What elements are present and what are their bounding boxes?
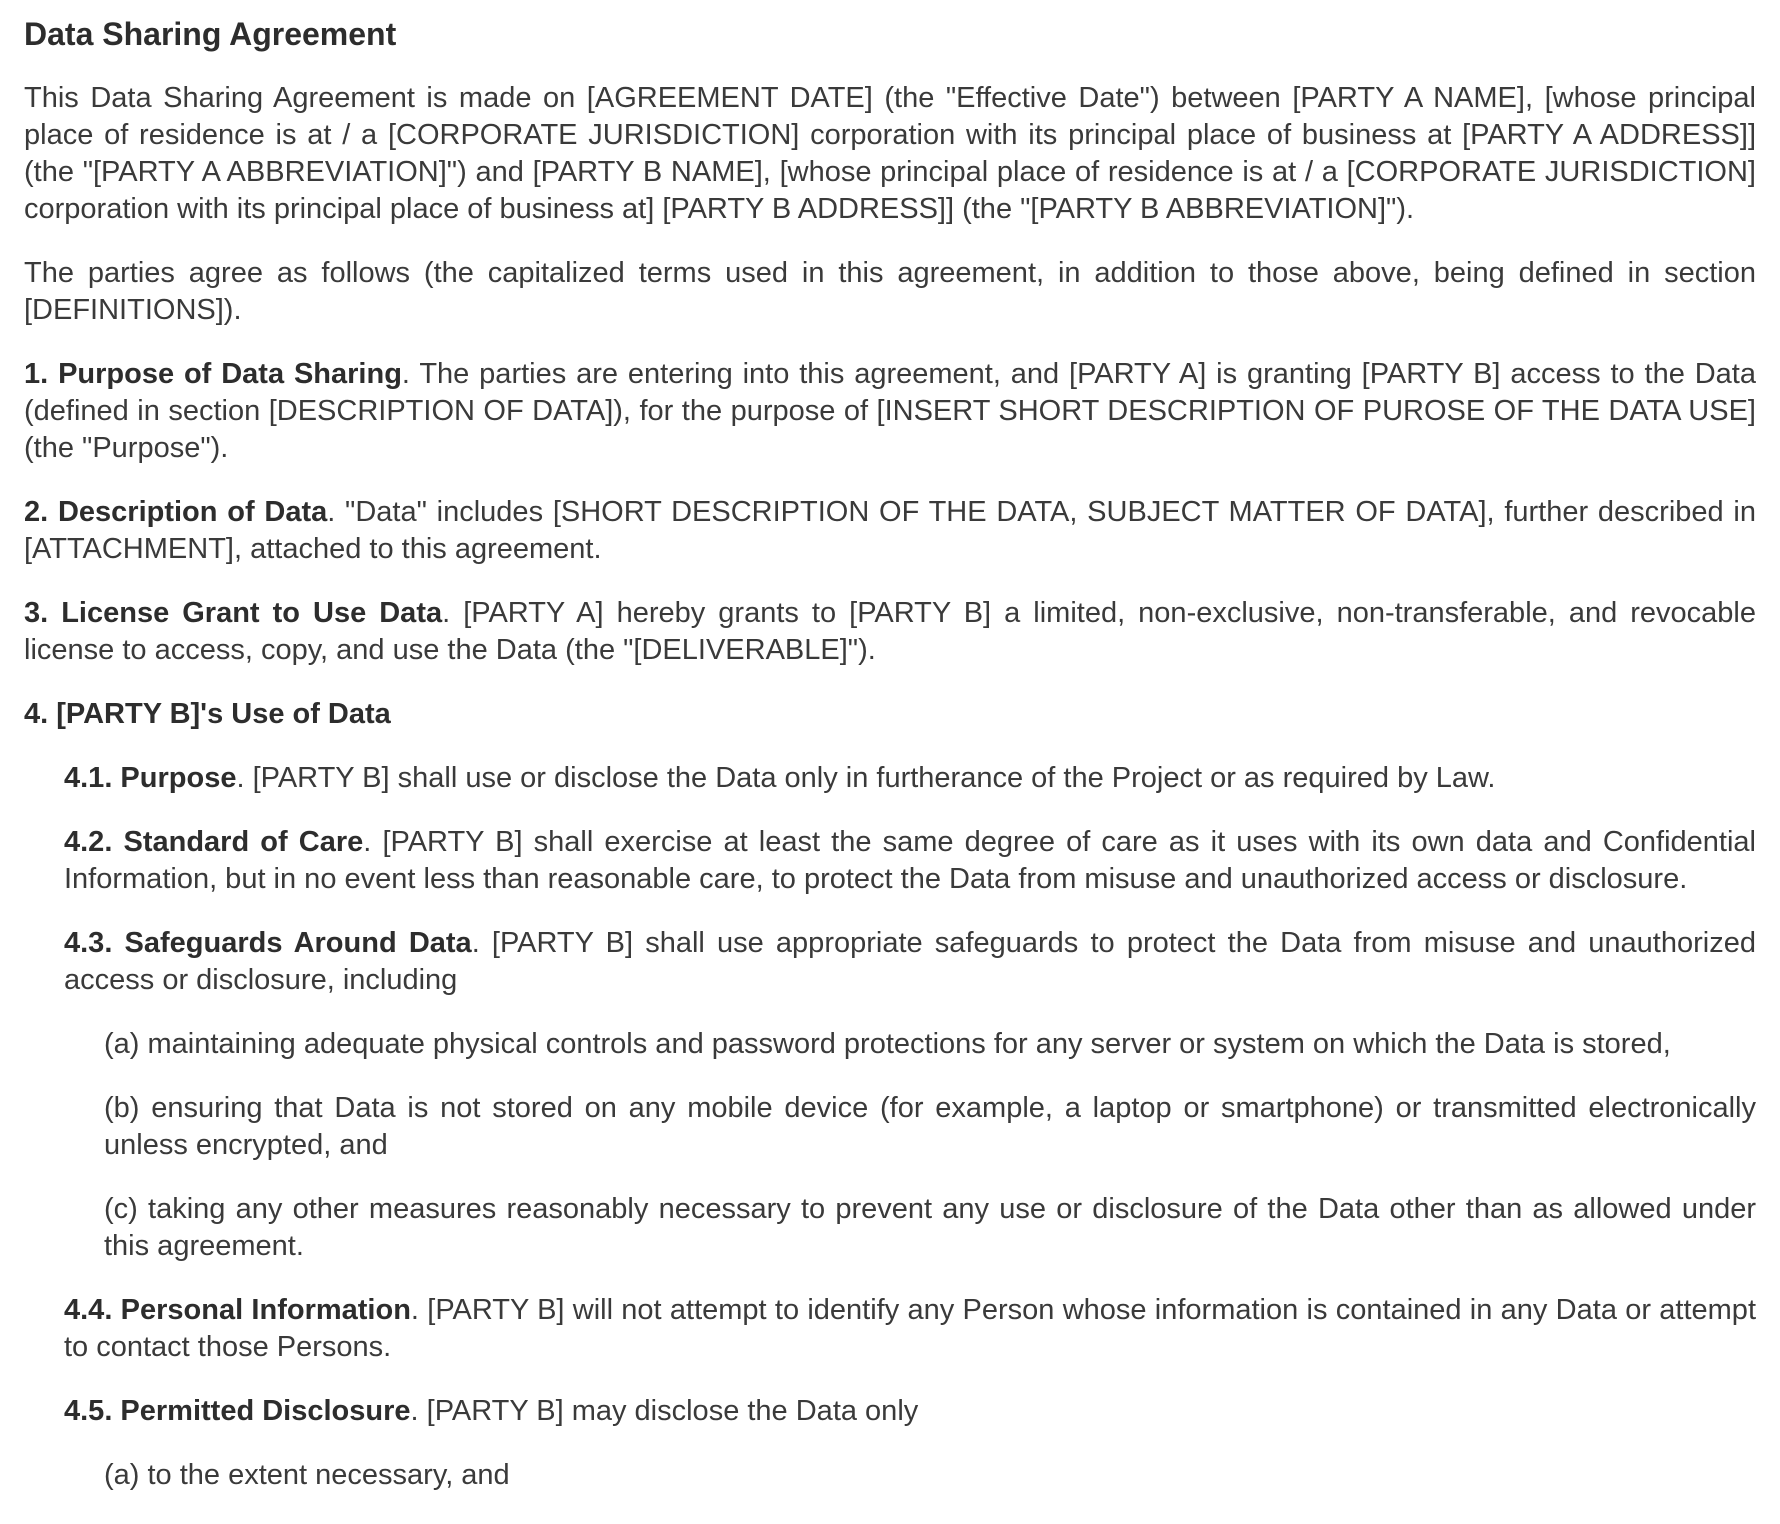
section-4-1-paragraph <box>64 760 1756 797</box>
section-2-heading: 2. Description of Data <box>24 496 328 528</box>
section-4-4-paragraph <box>64 1292 1756 1366</box>
section-4-4-heading: 4.4. Personal Information <box>64 1294 411 1326</box>
section-3-body: . [PARTY A] hereby grants to [PARTY B] a limited, non-exclusive, non-transferable, and revocable license to access, copy, and use the Data (the "[DELIVERABLE]"). <box>24 597 1757 666</box>
section-4-3-item-c: (c) taking any other measures reasonably necessary to prevent any use or disclosure of the Data other than as allowed under this agreement. <box>104 1193 1756 1262</box>
document-title: Data Sharing Agreement <box>24 16 397 52</box>
section-4-2-body: . [PARTY B] shall exercise at least the same degree of care as it uses with its own data and Confidential Information, but in no event less than reasonable care, to protect the Data from misuse and unauthorized access or disclosure. <box>64 826 1756 895</box>
section-4-1-heading: 4.1. Purpose <box>64 762 237 794</box>
intro-paragraph-1: This Data Sharing Agreement is made on [AGREEMENT DATE] (the "Effective Date") between [PARTY A NAME], [whose principal place of residence is at / a [CORPORATE JURISDICTION] corporation with its principal place of business at [PARTY A ADDRESS]] (the "[PARTY A ABBREVIATION]") and [PARTY B NAME], [whose principal place of residence is at / a [CORPORATE JURISDICTION] corporation with its principal place of business at] [PARTY B ADDRESS]] (the "[PARTY B ABBREVIATION]"). <box>24 82 1756 225</box>
section-4-5-heading: 4.5. Permitted Disclosure <box>64 1395 411 1427</box>
section-4-3-item-b: (b) ensuring that Data is not stored on any mobile device (for example, a laptop or smartphone) or transmitted electronically unless encrypted, and <box>104 1092 1756 1161</box>
section-4-3-paragraph <box>64 925 1756 999</box>
section-1-heading: 1. Purpose of Data Sharing <box>24 358 402 390</box>
section-4-3-item-a: (a) maintaining adequate physical controls and password protections for any server or system on which the Data is stored, <box>104 1028 1671 1060</box>
section-1-paragraph <box>24 356 1756 467</box>
section-4-1-body: . [PARTY B] shall use or disclose the Data only in furtherance of the Project or as required by Law. <box>236 762 1496 794</box>
section-4-5-body: . [PARTY B] may disclose the Data only <box>410 1395 919 1427</box>
section-2-paragraph <box>24 494 1756 568</box>
intro-paragraph-2: The parties agree as follows (the capitalized terms used in this agreement, in addition to those above, being defined in section [DEFINITIONS]). <box>24 257 1756 326</box>
section-2-body: . "Data" includes [SHORT DESCRIPTION OF THE DATA, SUBJECT MATTER OF DATA], further described in [ATTACHMENT], attached to this agreement. <box>24 496 1756 565</box>
section-4-5-item-a: (a) to the extent necessary, and <box>104 1459 510 1491</box>
section-3-paragraph <box>24 595 1756 669</box>
section-4-heading: 4. [PARTY B]'s Use of Data <box>24 698 391 730</box>
section-1-body: . The parties are entering into this agreement, and [PARTY A] is granting [PARTY B] access to the Data (defined in section [DESCRIPTION OF DATA]), for the purpose of [INSERT SHORT DESCRIPTION OF PUROSE OF THE DATA USE] (the "Purpose"). <box>24 358 1756 464</box>
section-3-heading: 3. License Grant to Use Data <box>24 597 443 629</box>
section-4-2-paragraph <box>64 824 1756 898</box>
section-4-3-heading: 4.3. Safeguards Around Data <box>64 927 472 959</box>
section-4-5-paragraph <box>64 1393 1756 1430</box>
section-4-3-body: . [PARTY B] shall use appropriate safeguards to protect the Data from misuse and unauthorized access or disclosure, including <box>64 927 1756 996</box>
section-4-heading-paragraph <box>24 696 1756 733</box>
section-4-4-body: . [PARTY B] will not attempt to identify any Person whose information is contained in any Data or attempt to contact those Persons. <box>64 1294 1756 1363</box>
section-4-2-heading: 4.2. Standard of Care <box>64 826 364 858</box>
